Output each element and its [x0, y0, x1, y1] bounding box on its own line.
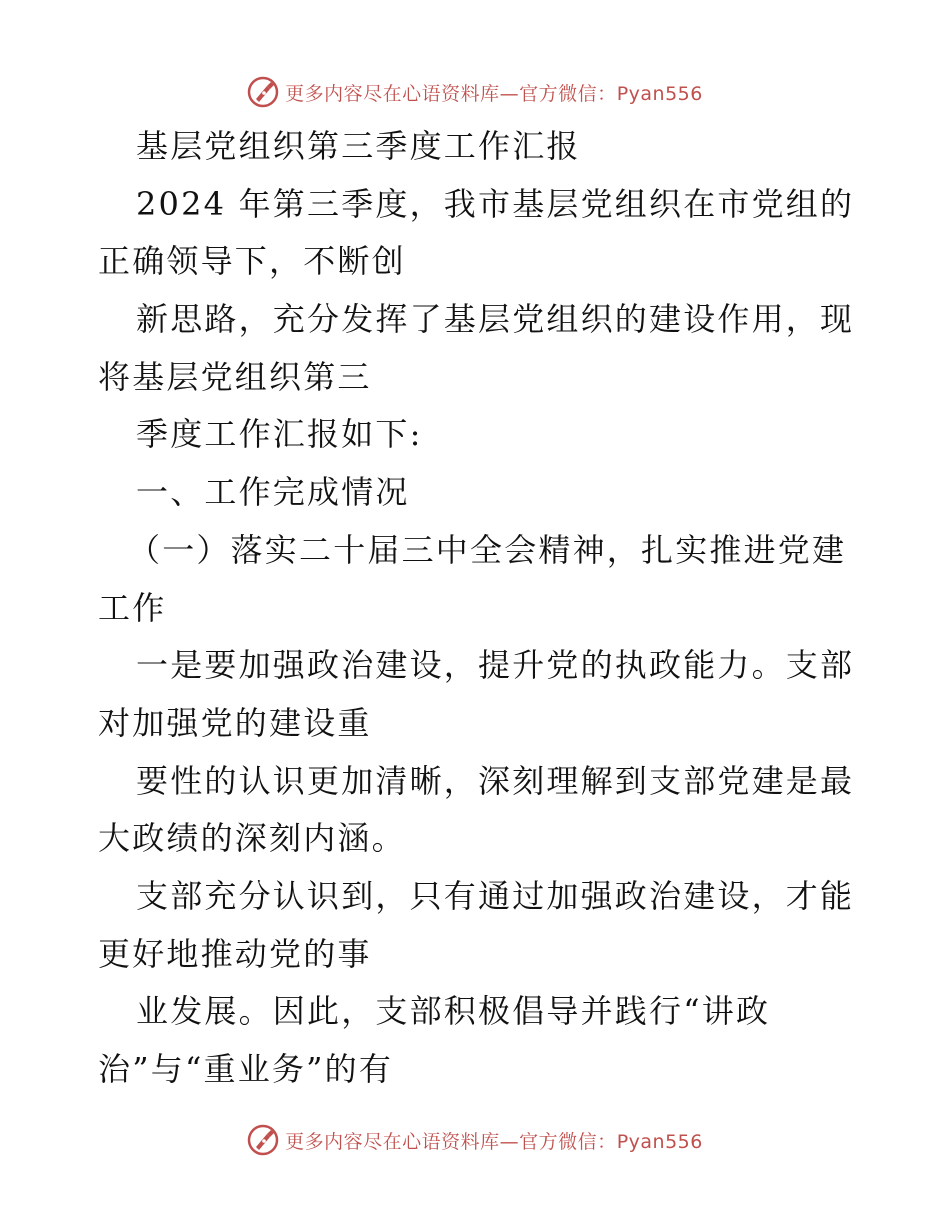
document-body [98, 118, 858, 1099]
document-title: 基层党组织第三季度工作汇报 [136, 127, 581, 165]
paragraph-line: 正确领导下，不断创 [98, 242, 406, 281]
paragraph-line: 大政绩的深刻内涵。 [98, 819, 406, 858]
header-watermark [0, 72, 950, 112]
pen-nib-circle-icon [247, 76, 279, 108]
subsection-heading: （一）落实二十届三中全会精神，扎实推进党建 [128, 530, 847, 569]
watermark-text: 更多内容尽在心语资料库—官方微信：Pyan556 [285, 1130, 703, 1153]
paragraph-line: 一是要加强政治建设，提升党的执政能力。支部 [136, 646, 855, 685]
footer-watermark [0, 1120, 950, 1160]
paragraph-line: 新思路，充分发挥了基层党组织的建设作用，现 [136, 300, 855, 339]
paragraph-line: 对加强党的建设重 [98, 703, 372, 742]
paragraph-line: 支部充分认识到，只有通过加强政治建设，才能 [136, 876, 855, 915]
paragraph-line: 工作 [98, 588, 167, 627]
section-heading: 一、工作完成情况 [136, 473, 410, 512]
paragraph-line: 要性的认识更加清晰，深刻理解到支部党建是最 [136, 761, 855, 800]
paragraph-line: 2024 年第三季度，我市基层党组织在市党组的 [136, 184, 855, 223]
pen-nib-circle-icon [247, 1124, 279, 1156]
paragraph-line: 将基层党组织第三 [98, 357, 372, 396]
paragraph-line: 季度工作汇报如下: [136, 415, 423, 454]
watermark-text: 更多内容尽在心语资料库—官方微信：Pyan556 [285, 82, 703, 105]
paragraph-line: 业发展。因此，支部积极倡导并践行“讲政 [136, 992, 771, 1031]
paragraph-line: 治”与“重业务”的有 [98, 1050, 394, 1088]
paragraph-line: 更好地推动党的事 [98, 934, 372, 973]
